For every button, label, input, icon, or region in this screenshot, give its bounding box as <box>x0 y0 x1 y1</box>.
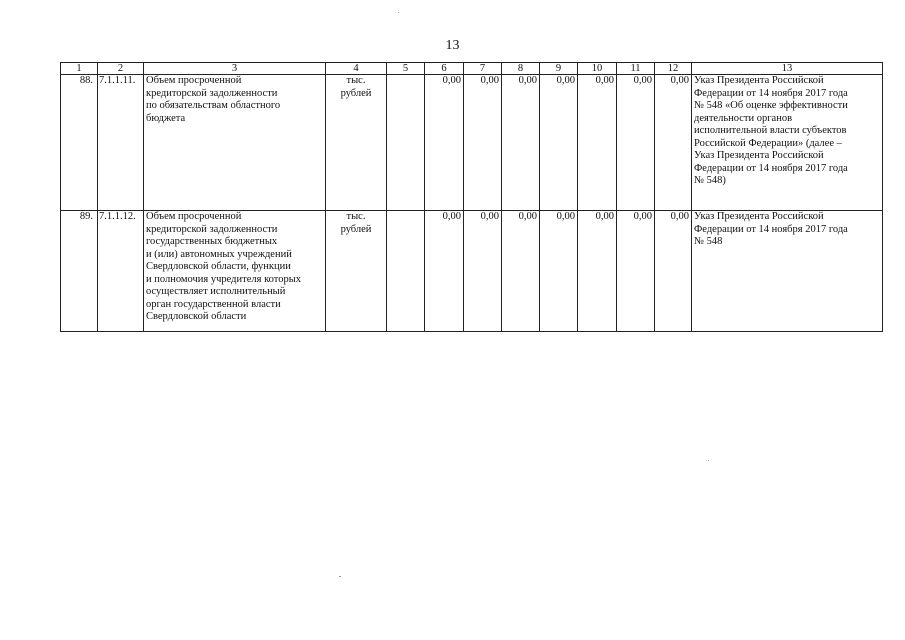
header-cell: 1 <box>61 63 98 75</box>
value-cell: 0,00 <box>540 211 578 332</box>
text-line: по обязательствам областного <box>146 100 281 111</box>
value-cell: 0,00 <box>578 211 617 332</box>
text-line: Указ Президента Российской <box>694 150 824 161</box>
header-cell: 12 <box>655 63 692 75</box>
value-cell: 0,00 <box>502 75 540 211</box>
text-line: рублей <box>340 87 372 99</box>
scan-speck <box>339 576 341 577</box>
header-cell: 13 <box>692 63 883 75</box>
header-cell: 6 <box>425 63 464 75</box>
text-line: Федерации от 14 ноября 2017 года <box>694 162 848 174</box>
page-number: 13 <box>445 38 460 53</box>
text-line: кредиторской задолженности <box>146 87 278 99</box>
header-cell: 10 <box>578 63 617 75</box>
text-line: тыс. <box>346 75 366 86</box>
indicator-name <box>144 75 326 211</box>
text-line: и (или) автономных учреждений <box>146 248 292 260</box>
text-line: Федерации от 14 ноября 2017 года <box>694 87 848 99</box>
header-cell: 5 <box>387 63 425 75</box>
column-number-header-row <box>61 63 883 75</box>
header-cell: 9 <box>540 63 578 75</box>
value-cell: 0,00 <box>540 75 578 211</box>
value-cell: 0,00 <box>578 75 617 211</box>
indicators-table <box>60 62 883 332</box>
text-line: осуществляет исполнительный <box>146 286 286 297</box>
text-line: Объем просроченной <box>146 211 242 222</box>
value-cell: 0,00 <box>502 211 540 332</box>
value-cell: 0,00 <box>655 211 692 332</box>
header-cell: 8 <box>502 63 540 75</box>
value-cell: 0,00 <box>425 211 464 332</box>
text-line: тыс. <box>346 211 366 222</box>
indicator-code: 7.1.1.12. <box>98 211 144 332</box>
unit <box>326 211 387 332</box>
source-document <box>692 75 883 211</box>
value-cell: 0,00 <box>464 211 502 332</box>
text-line: № 548) <box>694 175 726 186</box>
text-line: Российской Федерации» (далее – <box>694 137 842 149</box>
text-line: орган государственной власти <box>146 298 281 310</box>
text-line: деятельности органов <box>694 112 793 124</box>
header-cell: 2 <box>98 63 144 75</box>
table-row <box>61 211 883 332</box>
indicator-name <box>144 211 326 332</box>
scan-speck <box>398 12 399 13</box>
text-line: Объем просроченной <box>146 75 242 86</box>
text-line: исполнительной власти субъектов <box>694 125 847 136</box>
source-document <box>692 211 883 332</box>
header-cell: 3 <box>144 63 326 75</box>
header-cell: 4 <box>326 63 387 75</box>
header-cell: 7 <box>464 63 502 75</box>
indicator-code: 7.1.1.11. <box>98 75 144 211</box>
text-line: бюджета <box>146 112 186 124</box>
text-line: и полномочия учредителя которых <box>146 273 302 285</box>
text-line: Свердловской области, функции <box>146 261 291 272</box>
value-cell: 0,00 <box>464 75 502 211</box>
text-line: № 548 <box>694 236 723 247</box>
text-line: Указ Президента Российской <box>694 211 824 222</box>
text-line: Федерации от 14 ноября 2017 года <box>694 223 848 235</box>
text-line: рублей <box>340 223 372 235</box>
row-number: 88. <box>61 75 98 211</box>
header-cell: 11 <box>617 63 655 75</box>
scan-speck <box>708 460 709 461</box>
text-line: кредиторской задолженности <box>146 223 278 235</box>
value-cell: 0,00 <box>617 75 655 211</box>
column-5-cell <box>387 211 425 332</box>
row-number: 89. <box>61 211 98 332</box>
text-line: Свердловской области <box>146 311 247 322</box>
text-line: № 548 «Об оценке эффективности <box>694 100 848 111</box>
unit <box>326 75 387 211</box>
value-cell: 0,00 <box>617 211 655 332</box>
column-5-cell <box>387 75 425 211</box>
table-row <box>61 75 883 211</box>
value-cell: 0,00 <box>425 75 464 211</box>
text-line: государственных бюджетных <box>146 236 278 247</box>
text-line: Указ Президента Российской <box>694 75 824 86</box>
value-cell: 0,00 <box>655 75 692 211</box>
